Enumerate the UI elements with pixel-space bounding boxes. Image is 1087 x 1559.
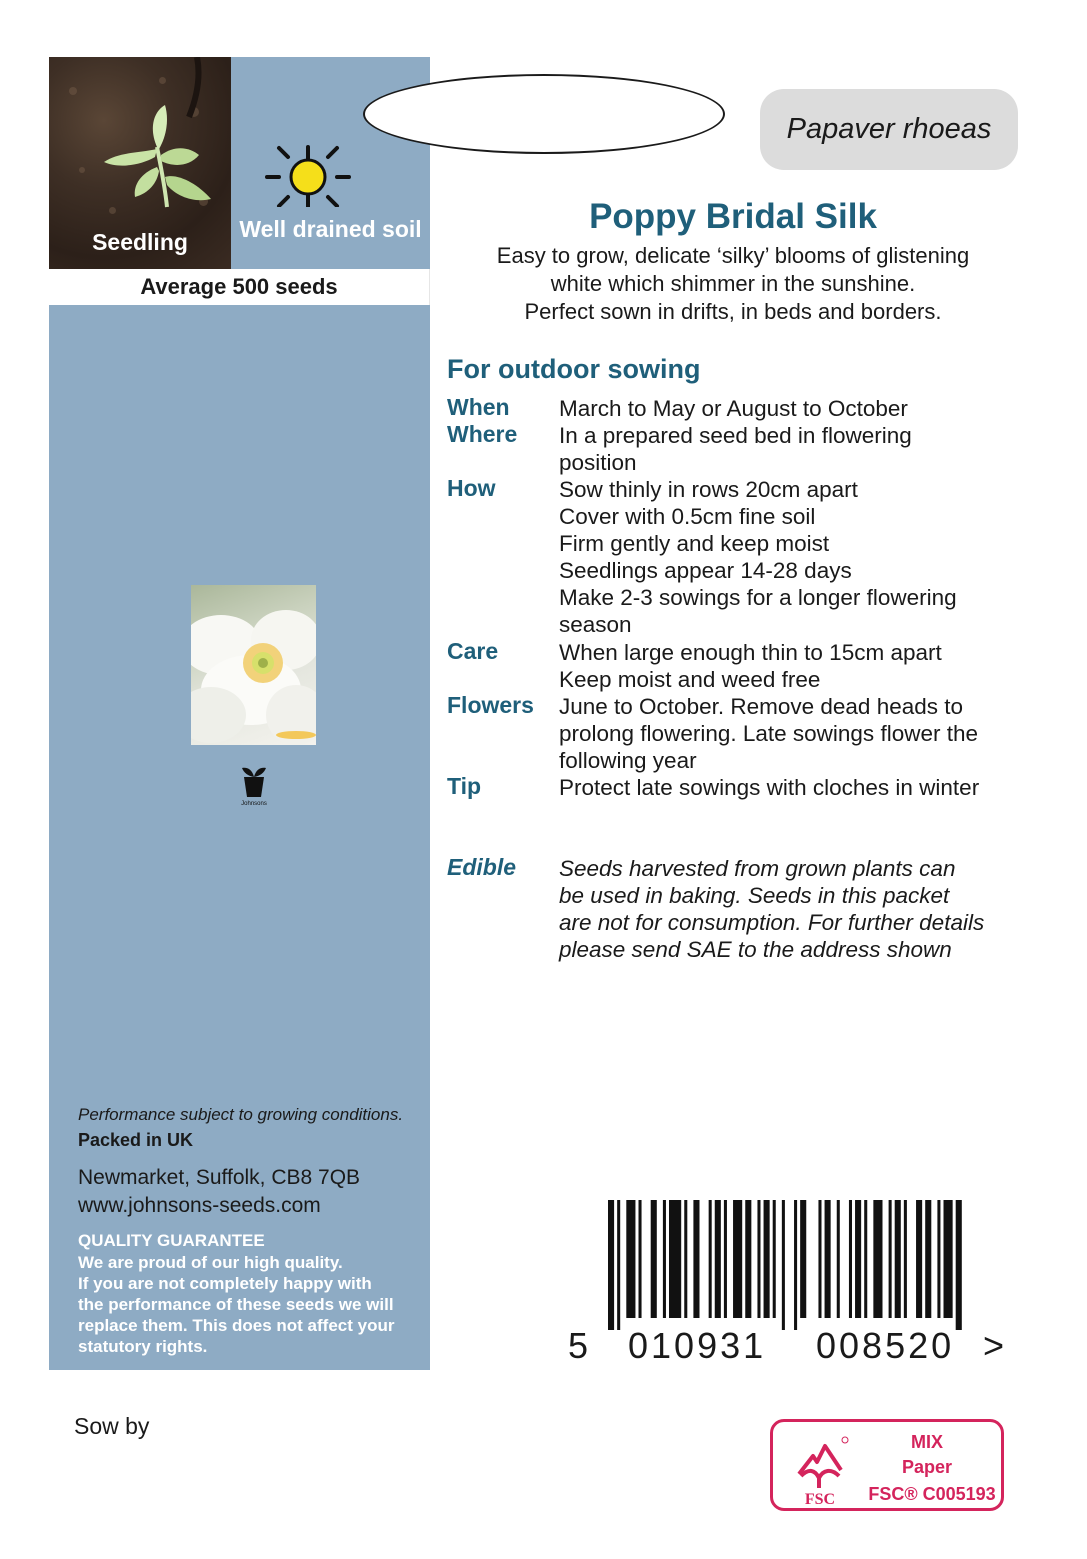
barcode (608, 1200, 990, 1330)
tip-text (559, 774, 1029, 801)
barcode-bar (693, 1200, 699, 1318)
barcode-bar (782, 1200, 785, 1330)
seedling-label: Seedling (92, 229, 188, 255)
product-title: Poppy Bridal Silk (589, 197, 877, 236)
where-text (559, 422, 1029, 476)
instruction-line: Seedlings appear 14-28 days (559, 558, 852, 583)
barcode-bar (837, 1200, 840, 1318)
care-label: Care (447, 638, 499, 664)
tip-label: Tip (447, 773, 482, 799)
barcode-bar (855, 1200, 861, 1318)
edible-text (559, 855, 1029, 963)
barcode-bar (733, 1200, 742, 1318)
fsc-code: FSC® C005193 (868, 1484, 996, 1504)
barcode-bar (626, 1200, 635, 1318)
seedling-tile (49, 57, 231, 269)
barcode-bar (904, 1200, 907, 1318)
barcode-bar (800, 1200, 806, 1318)
quality-line: If you are not completely happy with (78, 1274, 372, 1293)
flowers-text (559, 693, 1029, 774)
latin-name: Papaver rhoeas (760, 89, 1018, 170)
instruction-line: prolong flowering. Late sowings flower the (559, 721, 978, 746)
left-panel (49, 57, 430, 1370)
barcode-bar (794, 1200, 797, 1330)
barcode-bar (617, 1200, 620, 1330)
barcode-bar (651, 1200, 657, 1318)
edible-line: be used in baking. Seeds in this packet (559, 883, 950, 908)
fsc-paper: Paper (901, 1457, 953, 1477)
barcode-bar (825, 1200, 831, 1318)
instruction-line: Make 2-3 sowings for a longer flowering (559, 585, 957, 610)
instruction-line: March to May or August to October (559, 396, 908, 421)
quality-guarantee-title: QUALITY GUARANTEE (78, 1231, 265, 1250)
sow-by-label: Sow by (74, 1413, 150, 1439)
edible-label: Edible (447, 854, 517, 880)
soil-label: Well drained soil (239, 216, 422, 242)
barcode-end-mark: > (983, 1325, 1005, 1366)
instruction-line: position (559, 450, 637, 475)
barcode-bar (873, 1200, 882, 1318)
where-label: Where (447, 421, 518, 447)
website-link[interactable]: www.johnsons-seeds.com (78, 1194, 321, 1217)
barcode-bar (818, 1200, 821, 1318)
address-line: Newmarket, Suffolk, CB8 7QB (78, 1166, 361, 1189)
barcode-bar (764, 1200, 770, 1318)
edible-line: please send SAE to the address shown (559, 937, 952, 962)
barcode-bar (937, 1200, 940, 1318)
description-line: Easy to grow, delicate ‘silky’ blooms of glistening (496, 243, 970, 268)
performance-note: Performance subject to growing conditions. (78, 1105, 404, 1124)
barcode-first-digit: 5 (568, 1325, 589, 1366)
instruction-line: Cover with 0.5cm fine soil (559, 504, 816, 529)
barcode-bar (956, 1200, 962, 1330)
description-line: white which shimmer in the sunshine. (550, 271, 916, 296)
instruction-line: following year (559, 748, 697, 773)
barcode-bar (639, 1200, 642, 1318)
barcode-bar (663, 1200, 666, 1318)
fsc-logo-text: FSC (804, 1491, 836, 1506)
hanging-hole (363, 74, 725, 154)
product-description (440, 242, 1026, 326)
barcode-bar (944, 1200, 953, 1318)
instruction-line: season (559, 612, 632, 637)
quality-guarantee-text (78, 1252, 428, 1357)
barcode-bar (724, 1200, 727, 1318)
when-text (559, 395, 1029, 422)
barcode-right-group: 008520 (816, 1325, 955, 1366)
barcode-left-group: 010931 (628, 1325, 767, 1366)
care-text (559, 639, 1029, 693)
instruction-line: Keep moist and weed free (559, 667, 821, 692)
instruction-line: Firm gently and keep moist (559, 531, 830, 556)
edible-line: Seeds harvested from grown plants can (559, 856, 956, 881)
quality-line: the performance of these seeds we will (78, 1295, 394, 1314)
barcode-bar (864, 1200, 867, 1318)
fsc-badge (770, 1419, 1004, 1511)
fsc-mix: MIX (910, 1432, 943, 1452)
seed-count: Average 500 seeds (49, 269, 430, 305)
brand-small-text: Johnsons (241, 801, 267, 807)
barcode-bar (745, 1200, 751, 1318)
flowers-label: Flowers (447, 692, 534, 718)
section-title: For outdoor sowing (447, 354, 701, 384)
barcode-bar (889, 1200, 892, 1318)
brand-logo (234, 765, 274, 807)
barcode-bar (916, 1200, 922, 1318)
when-label: When (447, 394, 510, 420)
barcode-bar (684, 1200, 687, 1318)
barcode-bar (895, 1200, 901, 1318)
barcode-bar (669, 1200, 681, 1318)
quality-line: We are proud of our high quality. (78, 1253, 343, 1272)
description-line: Perfect sown in drifts, in beds and borders. (524, 299, 942, 324)
flower-photo (191, 585, 316, 745)
barcode-bar (608, 1200, 614, 1330)
packed-in: Packed in UK (78, 1130, 194, 1150)
quality-line: statutory rights. (78, 1337, 208, 1356)
barcode-bar (715, 1200, 721, 1318)
growing-icons-row (49, 57, 430, 269)
how-label: How (447, 475, 496, 501)
barcode-bar (709, 1200, 712, 1318)
barcode-bar (773, 1200, 776, 1318)
barcode-bar (757, 1200, 760, 1318)
fsc-tree-icon (785, 1430, 855, 1506)
instruction-line: When large enough thin to 15cm apart (559, 640, 942, 665)
instruction-line: Sow thinly in rows 20cm apart (559, 477, 858, 502)
barcode-bar (925, 1200, 931, 1318)
company-address (78, 1164, 360, 1220)
edible-line: are not for consumption. For further details (559, 910, 985, 935)
how-text (559, 476, 1029, 638)
instruction-line: June to October. Remove dead heads to (559, 694, 964, 719)
barcode-bar (849, 1200, 852, 1318)
quality-line: replace them. This does not affect your (78, 1316, 395, 1335)
instruction-line: In a prepared seed bed in flowering (559, 423, 912, 448)
instruction-line: Protect late sowings with cloches in winter (559, 775, 980, 800)
